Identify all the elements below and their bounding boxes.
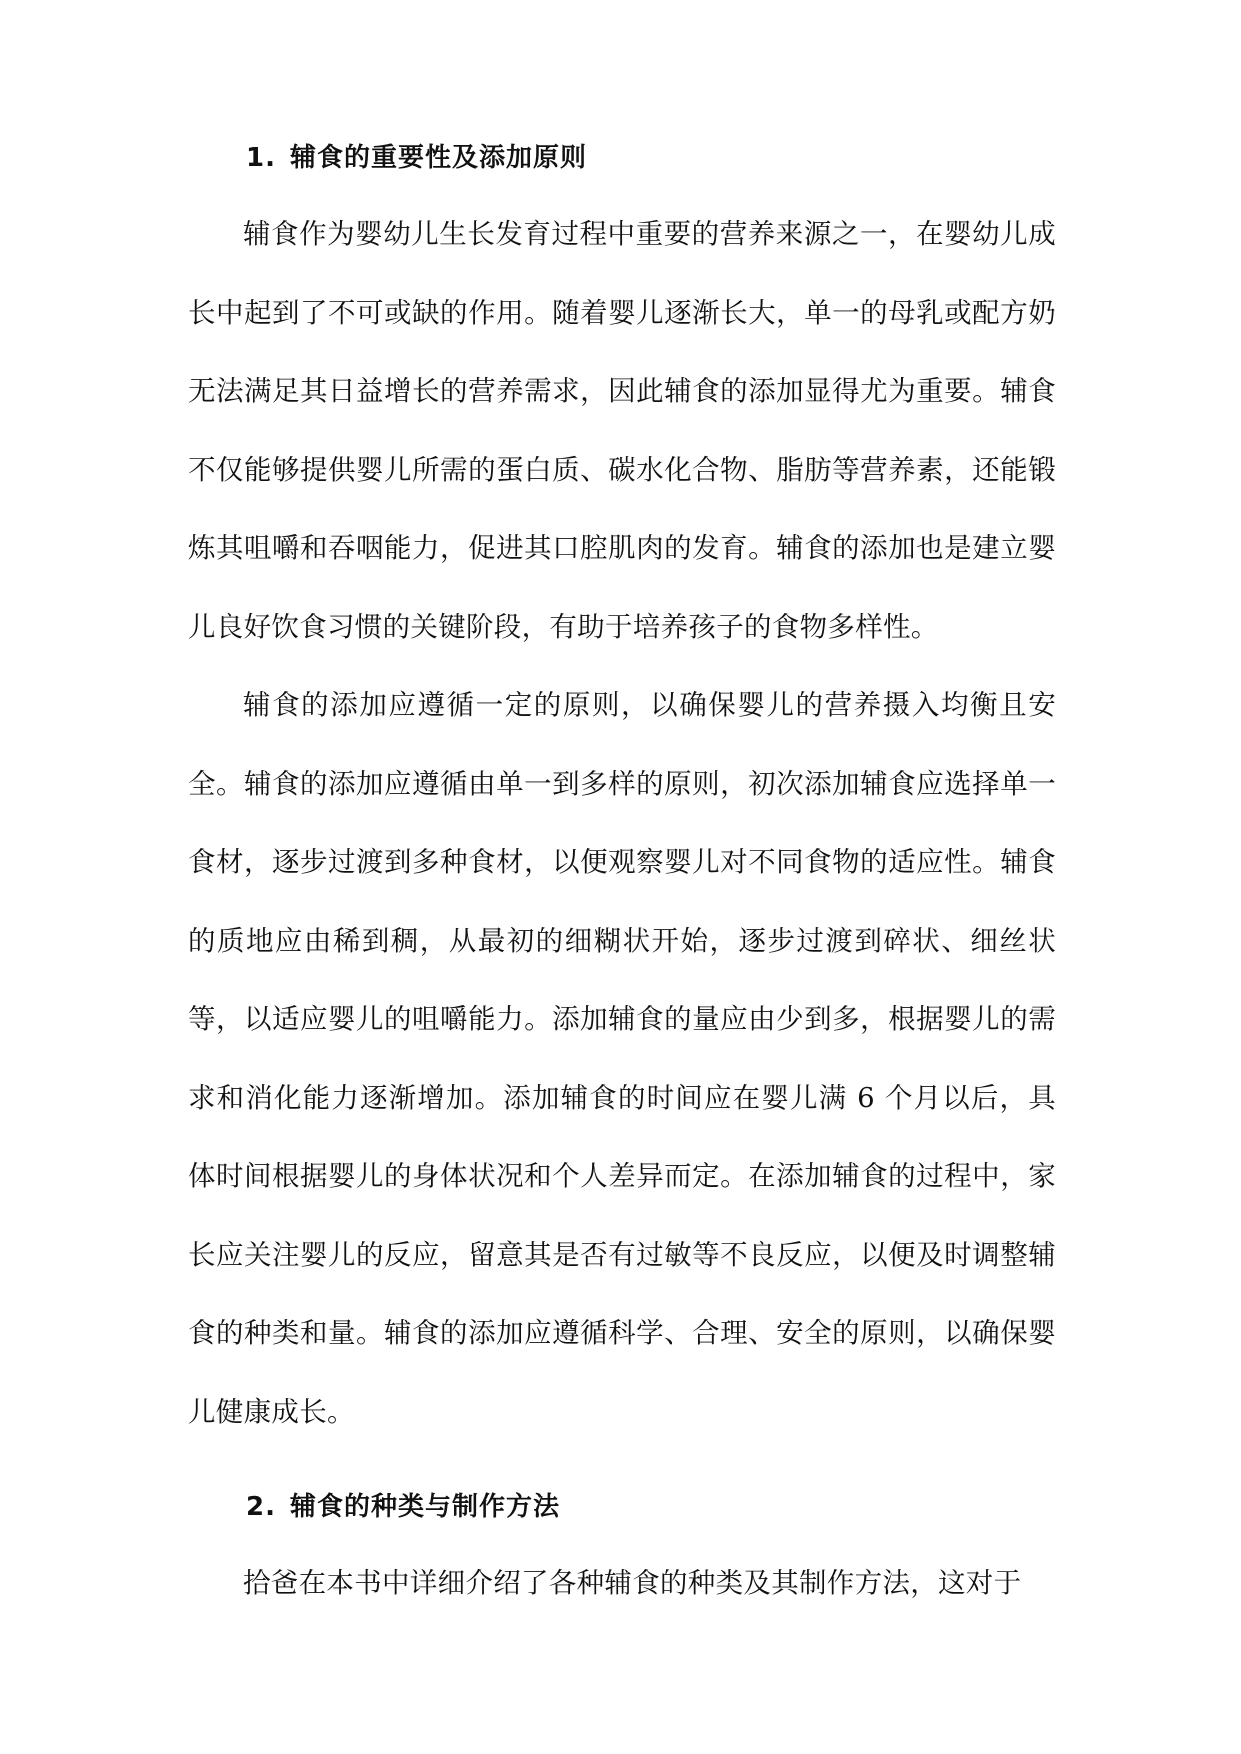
paragraph-types-intro: 拾爸在本书中详细介绍了各种辅食的种类及其制作方法，这对于 (243, 1567, 1022, 1599)
section-title-2: 辅食的种类与制作方法 (289, 1492, 560, 1522)
section-number-1: 1. (246, 143, 276, 173)
paragraph-importance: 辅食作为婴幼儿生长发育过程中重要的营养来源之一，在婴幼儿成长中起到了不可或缺的作用。随着婴儿逐渐长大，单一的母乳或配方奶无法满足其日益增长的营养需求，因此辅食的添加显得尤为重要。辅食不仅能够提供婴儿所需的蛋白质、碳水化合物、脂肪等营养素，还能锻炼其咀嚼和吞咽能力，促进其口腔肌肉的发育。辅食的添加也是建立婴儿良好饮食习惯的关键阶段，有助于培养孩子的食物多样性。 (188, 218, 1056, 643)
section-heading-2 (188, 1489, 1056, 1525)
section-title-1: 辅食的重要性及添加原则 (289, 143, 587, 173)
section-number-2: 2. (246, 1492, 276, 1522)
document-body (188, 140, 1056, 1623)
section-heading-1 (188, 140, 1056, 176)
paragraph-principles: 辅食的添加应遵循一定的原则，以确保婴儿的营养摄入均衡且安全。辅食的添加应遵循由单一到多样的原则，初次添加辅食应选择单一食材，逐步过渡到多种食材，以便观察婴儿对不同食物的适应性。辅食的质地应由稀到稠，从最初的细糊状开始，逐步过渡到碎状、细丝状等，以适应婴儿的咀嚼能力。添加辅食的量应由少到多，根据婴儿的需求和消化能力逐渐增加。添加辅食的时间应在婴儿满 6 个月以后，具体时间根据婴儿的身体状况和个人差异而定。在添加辅食的过程中，家长应关注婴儿的反应，留意其是否有过敏等不良反应，以便及时调整辅食的种类和量。辅食的添加应遵循科学、合理、安全的原则，以确保婴儿健康成长。 (188, 689, 1056, 1428)
